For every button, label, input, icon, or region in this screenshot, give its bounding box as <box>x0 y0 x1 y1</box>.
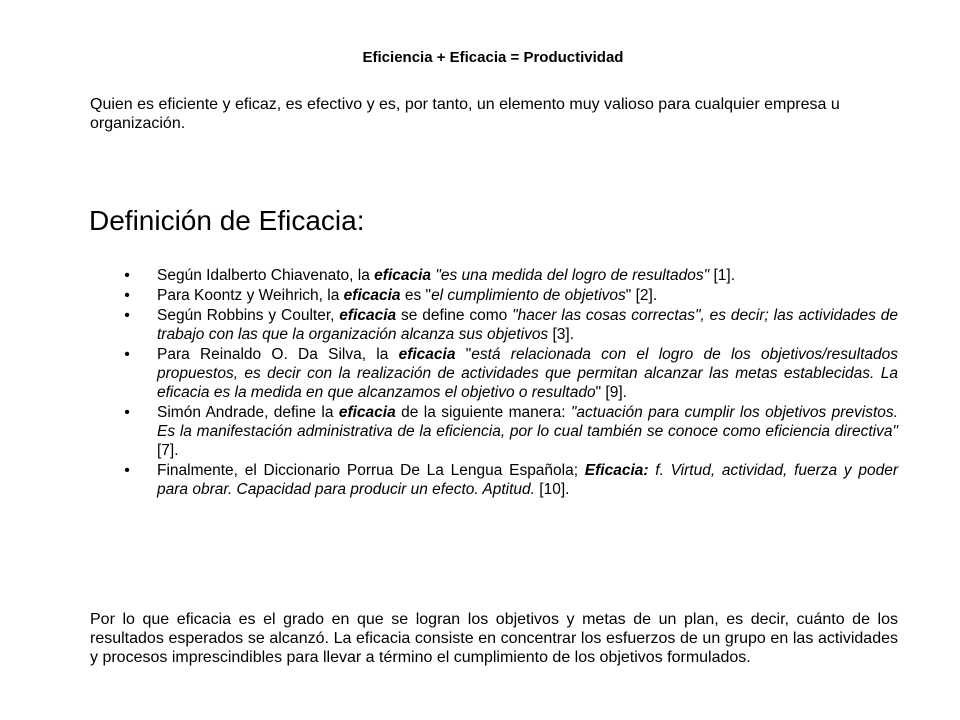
definition-text: Según Idalberto Chiavenato, la eficacia "es una medida del logro de resultados" [1]. <box>157 267 736 284</box>
term: eficacia <box>338 404 396 421</box>
quote: f. Virtud, actividad, fuerza y poder para obrar. Capacidad para producir un efecto. Aptitud. <box>157 462 899 498</box>
bullet-icon: • <box>124 287 130 304</box>
definition-item <box>122 345 898 402</box>
definition-item <box>122 306 898 344</box>
bullet-icon: • <box>124 267 130 284</box>
quote: "es una medida del logro de resultados" <box>435 267 710 284</box>
definition-text: Para Koontz y Weihrich, la eficacia es "el cumplimiento de objetivos" [2]. <box>157 287 658 304</box>
definition-item <box>122 461 898 499</box>
quote: "hacer las cosas correctas", es decir; las actividades de trabajo con las que la organización alcanza sus objetivos <box>157 307 898 343</box>
term: eficacia <box>339 307 397 324</box>
quote: el cumplimiento de objetivos <box>431 287 626 304</box>
bullet-icon: • <box>124 346 130 363</box>
term: eficacia <box>343 287 401 304</box>
quote: "actuación para cumplir los objetivos previstos. Es la manifestación administrativa de la eficiencia, por lo cual también se conoce como eficiencia directiva" <box>157 404 898 440</box>
term: eficacia <box>374 267 432 284</box>
definitions-list <box>122 266 898 500</box>
quote: está relacionada con el logro de los objetivos/resultados propuestos, es decir con la realización de actividades que permitan alcanzar las metas establecidas. La eficacia es la medida en que alcanzamos el objetivo o resultado <box>157 346 899 401</box>
definition-text: Finalmente, el Diccionario Porrua De La Lengua Española; Eficacia: f. Virtud, actividad, fuerza y poder para obrar. Capacidad para producir un efecto. Aptitud. [10]. <box>157 462 899 498</box>
section-heading: Definición de Eficacia: <box>89 205 365 236</box>
definition-item <box>122 266 898 285</box>
definition-text: Según Robbins y Coulter, eficacia se define como "hacer las cosas correctas", es decir; las actividades de trabajo con las que la organización alcanza sus objetivos [3]. <box>157 307 898 343</box>
bullet-icon: • <box>124 307 130 324</box>
bullet-icon: • <box>124 404 130 421</box>
term: Eficacia: <box>584 462 649 479</box>
document-title: Eficiencia + Eficacia = Productividad <box>362 49 624 66</box>
definition-item <box>122 286 898 305</box>
intro-paragraph: Quien es eficiente y eficaz, es efectivo y es, por tanto, un elemento muy valioso para cualquier empresa u organización. <box>90 96 840 132</box>
term: eficacia <box>398 346 456 363</box>
bullet-icon: • <box>124 462 130 479</box>
definition-text: Simón Andrade, define la eficacia de la siguiente manera: "actuación para cumplir los objetivos previstos. Es la manifestación administrativa de la eficiencia, por lo cual también se conoce como eficiencia directiva" [7]. <box>157 404 898 459</box>
definition-item <box>122 403 898 460</box>
definition-text: Para Reinaldo O. Da Silva, la eficacia "está relacionada con el logro de los objetivos/resultados propuestos, es decir con la realización de actividades que permitan alcanzar las metas establecidas. La eficacia es la medida en que alcanzamos el objetivo o resultado" [9]. <box>157 346 899 401</box>
closing-paragraph: Por lo que eficacia es el grado en que se logran los objetivos y metas de un plan, es decir, cuánto de los resultados esperados se alcanzó. La eficacia consiste en concentrar los esfuerzos de un grupo en las actividades y procesos imprescindibles para llevar a término el cumplimiento de los objetivos formulados. <box>90 611 898 666</box>
